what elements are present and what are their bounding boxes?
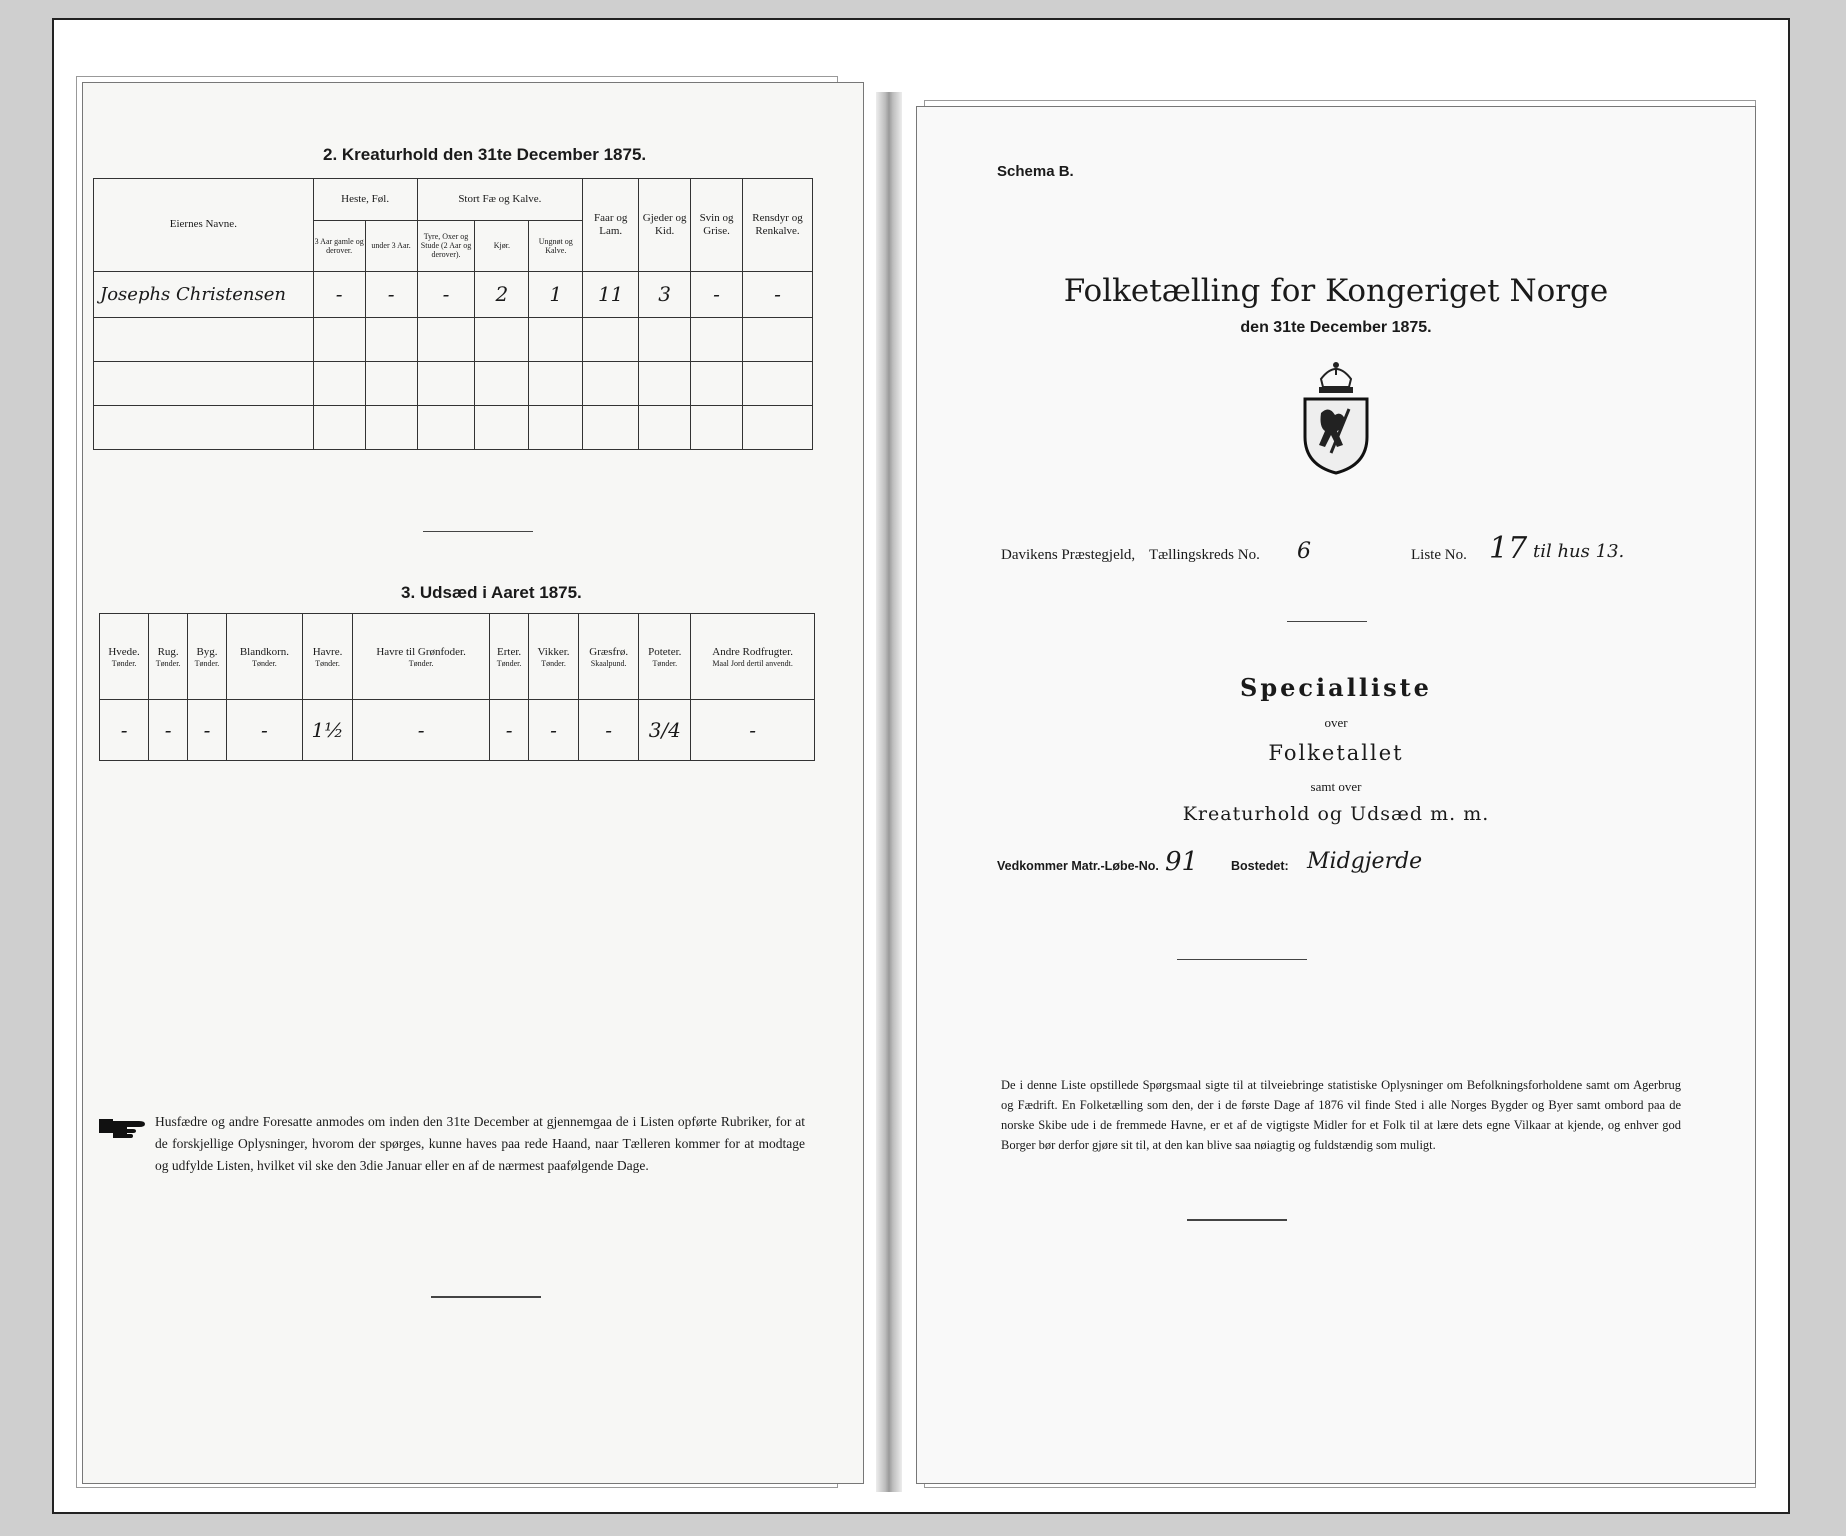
sheep-header: Faar og Lam. [583, 179, 639, 272]
table-row [94, 361, 813, 405]
seed-header-unit: Tønder. [408, 658, 434, 668]
cattle2-cell: 2 [475, 271, 529, 317]
divider-rule [423, 531, 533, 532]
seed-header-peas [490, 614, 529, 700]
divider-rule [1287, 621, 1367, 622]
owner-name-cell: Josephs Christensen [94, 271, 314, 317]
horse-sub1-header: 3 Aar gamle og derover. [313, 220, 365, 271]
seed-value-cell: - [188, 700, 227, 761]
seed-header-name: Rug. [157, 645, 179, 658]
seed-header-oats [302, 614, 352, 700]
bottom-rule [431, 1296, 541, 1298]
seed-header-unit: Tønder. [155, 658, 181, 668]
divider-rule [1177, 959, 1307, 960]
goats-header: Gjeder og Kid. [639, 179, 691, 272]
left-page [82, 82, 864, 1484]
seed-header-rye [149, 614, 188, 700]
seed-header-name: Hvede. [108, 645, 140, 658]
section2-title: 2. Kreaturhold den 31te December 1875. [323, 145, 647, 164]
seed-value-cell: 1½ [302, 700, 352, 761]
reindeer-header: Rensdyr og Renkalve. [743, 179, 813, 272]
seed-header-unit: Skaalpund. [590, 658, 627, 668]
seed-header-unit: Maal Jord dertil anvendt. [712, 658, 793, 668]
seed-header-name: Byg. [196, 645, 218, 658]
table-row [100, 700, 815, 761]
goats-cell: 3 [639, 271, 691, 317]
district-label: Tællingskreds No. [1149, 547, 1260, 563]
schema-label: Schema B. [997, 163, 1074, 180]
section3-title: 3. Udsæd i Aaret 1875. [401, 583, 582, 602]
matr-label: Vedkommer Matr.-Løbe-No. [997, 859, 1159, 873]
seed-header-unit: Tønder. [111, 658, 137, 668]
seed-header-name: Vikker. [537, 645, 570, 658]
seed-value-cell: - [100, 700, 149, 761]
census-date: den 31te December 1875. [1240, 319, 1432, 336]
seed-value-cell: 3/4 [639, 700, 691, 761]
seed-header-barley [188, 614, 227, 700]
folketallet-heading: Folketallet [1268, 741, 1404, 765]
seed-header-name: Poteter. [648, 645, 682, 658]
seed-header-name: Havre. [312, 645, 343, 658]
seed-header-unit: Tønder. [496, 658, 522, 668]
seed-header-mixed-grain [226, 614, 302, 700]
pigs-header: Svin og Grise. [691, 179, 743, 272]
seed-header-unit: Tønder. [252, 658, 277, 668]
cattle-sub1-header: Tyre, Oxer og Stude (2 Aar og derover). [417, 220, 475, 271]
document-frame [52, 18, 1790, 1514]
seed-value-cell: - [579, 700, 639, 761]
seed-header-name: Græsfrø. [589, 645, 629, 658]
matr-value: 91 [1165, 847, 1199, 877]
parish-label: Davikens Præstegjeld, [1001, 547, 1136, 563]
cattle-sub2-header: Kjør. [475, 220, 529, 271]
seed-header-vetch [529, 614, 579, 700]
seed-header-grass-seed [579, 614, 639, 700]
seed-table [99, 613, 815, 761]
seed-header-unit: Tønder. [652, 658, 678, 668]
seed-value-cell: - [226, 700, 302, 761]
cattle-sub3-header: Ungnøt og Kalve. [529, 220, 583, 271]
list-label: Liste No. [1411, 547, 1467, 563]
horse-sub2-header: under 3 Aar. [365, 220, 417, 271]
reindeer-cell: - [743, 271, 813, 317]
seed-header-green-oats [353, 614, 490, 700]
list-note: til hus 13. [1533, 541, 1625, 562]
livestock-table [93, 178, 813, 450]
district-value: 6 [1297, 539, 1311, 564]
seed-value-cell: - [149, 700, 188, 761]
footnote-text: Husfædre og andre Foresatte anmodes om inden den 31te December at gjennemgaa de i Listen opførte Rubriker, for at de forskjellige Oplysninger, hvorom der spørges, kunne haves paa rede Haand, naar Tælleren kommer for at modtage og udfylde Listen, hvilket vil ske den 3die Januar eller en af de nærmest paafølgende Dage. [155, 1114, 805, 1173]
seed-header-potatoes [639, 614, 691, 700]
sheep-cell: 11 [583, 271, 639, 317]
coat-of-arms-icon [1291, 357, 1381, 475]
pointing-hand-icon [97, 1113, 149, 1139]
book-spine [876, 92, 902, 1492]
horse-group-header: Heste, Føl. [313, 179, 417, 221]
horse2-cell: - [365, 271, 417, 317]
owner-header: Eiernes Navne. [94, 179, 314, 272]
bosted-value: Midgjerde [1307, 849, 1423, 874]
right-page [916, 106, 1756, 1484]
kreaturhold-heading: Kreaturhold og Udsæd m. m. [1182, 803, 1490, 825]
cattle3-cell: 1 [529, 271, 583, 317]
pigs-cell: - [691, 271, 743, 317]
seed-header-name: Havre til Grønfoder. [376, 645, 466, 658]
seed-header-name: Blandkorn. [239, 645, 290, 658]
seed-header-unit: Tønder. [541, 658, 566, 668]
cattle-group-header: Stort Fæ og Kalve. [417, 179, 583, 221]
over-label: over [1324, 715, 1348, 730]
seed-header-name: Andre Rodfrugter. [712, 645, 793, 658]
seed-value-cell: - [490, 700, 529, 761]
bosted-label: Bostedet: [1231, 859, 1289, 873]
seed-header-unit: Tønder. [315, 658, 340, 668]
list-value: 17 [1489, 531, 1528, 566]
census-title: Folketælling for Kongeriget Norge [1063, 273, 1609, 309]
table-row [94, 271, 813, 317]
cattle1-cell: - [417, 271, 475, 317]
seed-header-name: Erter. [497, 645, 522, 658]
specialliste-heading: Specialliste [1240, 673, 1432, 702]
table-row [94, 317, 813, 361]
horse1-cell: - [313, 271, 365, 317]
samt-over-label: samt over [1310, 779, 1362, 794]
table-row [94, 405, 813, 449]
notice-text: De i denne Liste opstillede Spørgsmaal sigte til at tilveiebringe statistiske Oplysninger om Befolkningsforholdene samt om Agerbrug og Fædrift. En Folketælling som den, der i de første Dage af 1876 vil finde Sted i alle Norges Bygder og Byer samt ombord paa de norske Skibe ude i de fremmede Havne, er et af de vigtigste Midler for et Folk til at lære dets egne Vilkaar at kjende, og enhver god Borger bør derfor gjøre sit til, at den kan blive saa nøiagtig og fuldstændig som muligt. [1001, 1078, 1681, 1152]
seed-header-unit: Tønder. [194, 658, 220, 668]
seed-value-cell: - [529, 700, 579, 761]
seed-header-root-crops [691, 614, 815, 700]
bottom-rule [1187, 1219, 1287, 1221]
seed-header-wheat [100, 614, 149, 700]
seed-value-cell: - [691, 700, 815, 761]
seed-value-cell: - [353, 700, 490, 761]
